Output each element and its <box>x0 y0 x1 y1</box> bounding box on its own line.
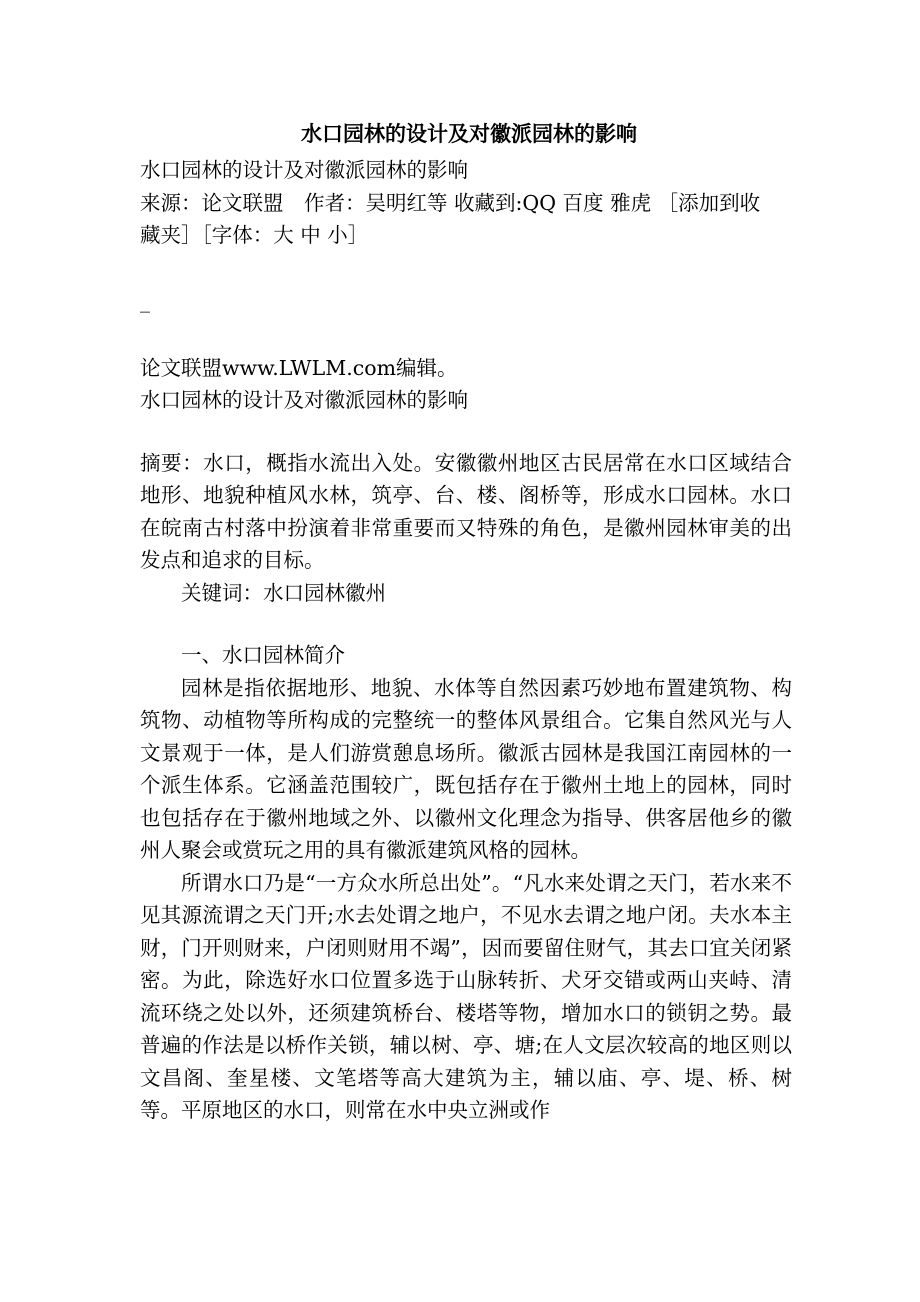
source-meta-line-continued: 藏夹］［字体：大 中 小］ <box>140 223 369 247</box>
abstract-paragraph: 摘要：水口，概指水流出入处。安徽徽州地区古民居常在水口区域结合地形、地貌种植风水林，筑亭、台、楼、阁桥等，形成水口园林。水口在皖南古村落中扮演着非常重要而又特殊的角色，是徽州园林审美的出发点和追求的目标。 <box>140 450 792 572</box>
article-subtitle: 水口园林的设计及对徽派园林的影响 <box>140 158 468 182</box>
spacer <box>140 252 792 285</box>
keywords-line: 关键词：水口园林徽州 <box>181 580 386 605</box>
source-meta-line: 来源：论文联盟 作者：吴明红等 收藏到:QQ 百度 雅虎 ［添加到收 <box>140 190 761 215</box>
document-title: 水口园林的设计及对徽派园林的影响 <box>301 121 637 146</box>
document-page <box>140 118 792 1127</box>
section-heading: 一、水口园林简介 <box>181 643 345 667</box>
spacer <box>140 317 792 352</box>
body-paragraph: 所谓水口乃是“一方众水所总出处”。“凡水来处谓之天门，若水来不见其源流谓之天门开;水去处谓之地户，不见水去谓之地户闭。夫水本主财，门开则财来，户闭则财用不竭”，因而要留住财气，其去口宜关闭紧密。为此，除选好水口位置多选于山脉转折、犬牙交错或两山夹峙、清流环绕之处以外，还须建筑桥台、楼塔等物，增加水口的锁钥之势。最普遍的作法是以桥作关锁，辅以树、亭、塘;在人文层次较高的地区则以文昌阁、奎星楼、文笔塔等高大建筑为主，辅以庙、亭、堤、桥、树等。平原地区的水口，则常在水中央立洲或作 <box>140 870 792 1122</box>
body-paragraph: 园林是指依据地形、地貌、水体等自然因素巧妙地布置建筑物、构筑物、动植物等所构成的完整统一的整体风景组合。它集自然风光与人文景观于一体，是人们游赏憩息场所。徽派古园林是我国江南园林的一个派生体系。它涵盖范围较广，既包括存在于徽州土地上的园林，同时也包括存在于徽州地域之外、以徽州文化理念为指导、供客居他乡的徽州人聚会或赏玩之用的具有徽派建筑风格的园林。 <box>140 675 792 862</box>
repeated-title: 水口园林的设计及对徽派园林的影响 <box>140 388 468 412</box>
spacer <box>140 609 792 639</box>
divider-mark: _ <box>140 288 150 313</box>
editor-credit: 论文联盟www.LWLM.com编辑。 <box>140 355 458 380</box>
spacer <box>140 417 792 447</box>
